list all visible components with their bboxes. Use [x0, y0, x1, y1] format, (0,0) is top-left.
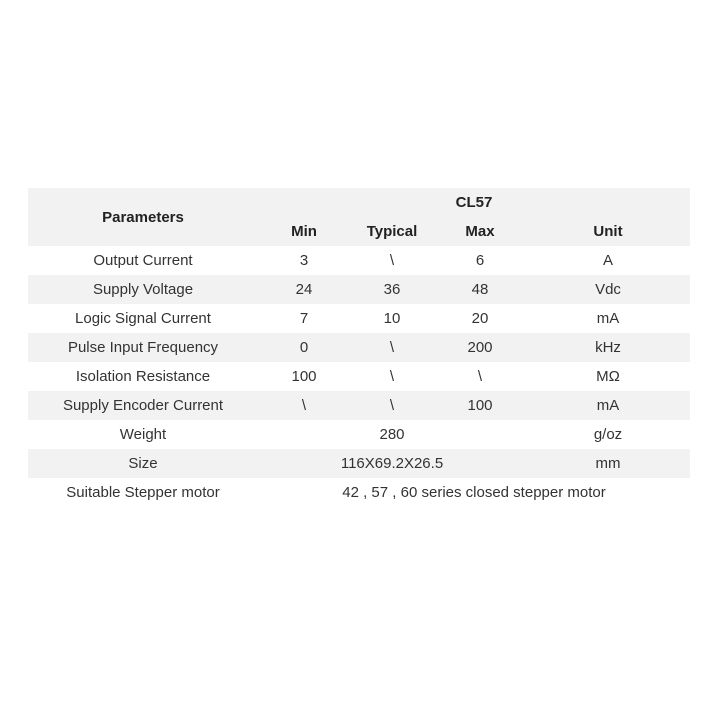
min-cell: 100: [291, 368, 317, 385]
unit-cell: mA: [596, 310, 620, 327]
unit-cell: g/oz: [593, 426, 623, 443]
param-cell: Output Current: [93, 252, 193, 269]
min-cell: 0: [258, 333, 350, 362]
param-cell: Logic Signal Current: [75, 310, 211, 327]
typical-cell: \: [350, 333, 434, 362]
max-cell: 200: [434, 333, 526, 362]
unit-cell: mA: [526, 391, 690, 420]
min-cell: 7: [299, 310, 309, 327]
unit-cell: kHz: [526, 333, 690, 362]
spec-table: [28, 188, 690, 507]
param-cell: Weight: [119, 426, 167, 443]
param-cell: Suitable Stepper motor: [66, 484, 220, 501]
typical-cell: \: [389, 252, 395, 269]
typical-header: Typical: [350, 217, 434, 246]
max-cell: 100: [434, 391, 526, 420]
typical-cell: 36: [350, 275, 434, 304]
table-row-weight: [28, 420, 690, 449]
max-cell: 20: [471, 310, 489, 327]
weight-value: 280: [379, 426, 405, 443]
param-cell: Supply Voltage: [28, 275, 258, 304]
max-cell: 6: [475, 252, 485, 269]
unit-cell: A: [602, 252, 613, 269]
param-cell: Isolation Resistance: [75, 368, 211, 385]
motor-value: 42 , 57 , 60 series closed stepper motor: [342, 484, 606, 501]
table-row: [28, 275, 690, 304]
table-row: [28, 362, 690, 391]
unit-cell: MΩ: [596, 368, 620, 385]
min-cell: 24: [258, 275, 350, 304]
param-cell: Pulse Input Frequency: [28, 333, 258, 362]
size-value: 116X69.2X26.5: [258, 449, 526, 478]
max-cell: \: [477, 368, 483, 385]
typical-cell: \: [350, 391, 434, 420]
table-row: [28, 333, 690, 362]
param-cell: Size: [28, 449, 258, 478]
max-header: Max: [434, 217, 526, 246]
max-cell: 48: [434, 275, 526, 304]
parameters-header: Parameters: [28, 188, 258, 246]
model-header: CL57: [258, 188, 690, 217]
unit-cell: Vdc: [526, 275, 690, 304]
table-row: [28, 246, 690, 275]
min-cell: 3: [299, 252, 309, 269]
header-row-1: [28, 188, 690, 217]
table-row-size: [28, 449, 690, 478]
unit-header: Unit: [526, 217, 690, 246]
unit-cell: mm: [526, 449, 690, 478]
typical-cell: \: [389, 368, 395, 385]
table-row-motor: [28, 478, 690, 507]
param-cell: Supply Encoder Current: [28, 391, 258, 420]
table-row: [28, 391, 690, 420]
typical-cell: 10: [383, 310, 401, 327]
min-cell: \: [258, 391, 350, 420]
min-header: Min: [258, 217, 350, 246]
table-row: [28, 304, 690, 333]
